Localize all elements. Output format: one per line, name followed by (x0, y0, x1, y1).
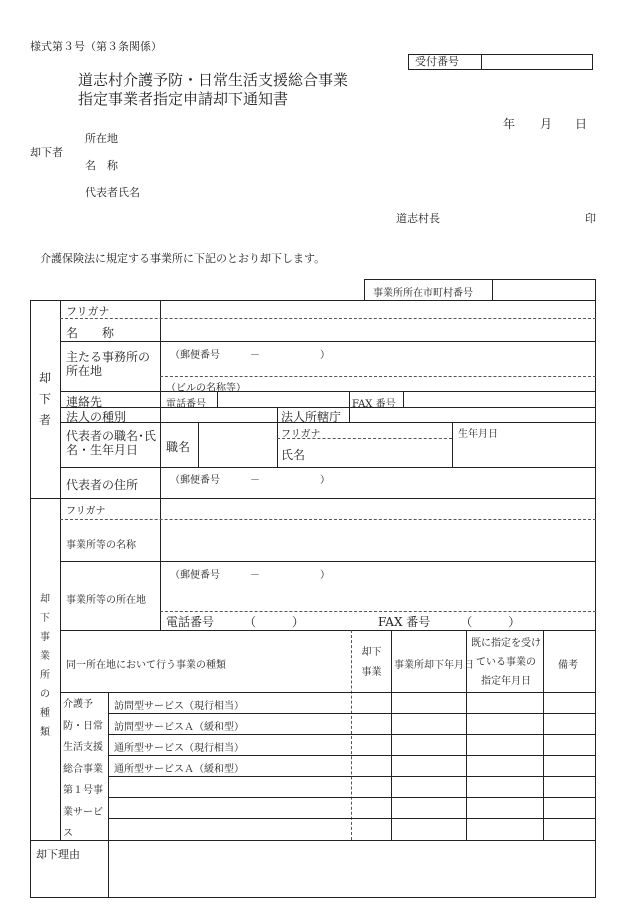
rep-address-label: 代表者の住所 (66, 478, 139, 492)
office-fax-label: FAX 番号 （ ） (378, 615, 521, 629)
birth-date-label: 生年月日 (458, 429, 498, 440)
office-location-label: 事業所等の所在地 (66, 595, 146, 606)
header-service-type: 同一所在地において行う事業の種類 (66, 660, 226, 671)
applicant-fax-label: FAX 番号 (352, 399, 396, 410)
office-name-label: 事業所等の名称 (66, 540, 136, 551)
position-label: 職名 (166, 440, 191, 454)
rep-name-label: 氏名 (281, 448, 306, 462)
service-row: 訪問型サービス（現行相当） (114, 701, 244, 712)
main-office-postal: （郵便番号 － ） (170, 350, 330, 361)
issuer-name: 道志村長 (396, 212, 440, 225)
office-side-label: 却 下 事 業 所 の 種 類 (40, 594, 50, 738)
rep-address-postal: （郵便番号 － ） (170, 475, 330, 486)
seal-mark: 印 (585, 212, 596, 225)
header-reject-date: 事業所却下年月日 (394, 660, 474, 671)
title-line1: 道志村介護予防・日常生活支援総合事業 (78, 71, 349, 89)
header-designated-date: 既に指定を受け ている事業の 指定年月日 (471, 638, 541, 687)
rejection-reason-label: 却下理由 (36, 848, 80, 861)
contact-label: 連絡先 (66, 395, 103, 409)
service-category-label: 介護予 防・日常 生活支援 総合事業 第１号事 業サービ ス (63, 699, 103, 839)
corp-type-label: 法人の種別 (66, 410, 127, 424)
recipient-label: 却下者 (30, 146, 63, 159)
building-name: （ビルの名称等） (166, 383, 246, 394)
receipt-number-label: 受付番号 (415, 55, 459, 68)
applicant-side-label: 却 下 者 (38, 371, 51, 427)
office-phone-label: 電話番号 （ ） (166, 615, 305, 629)
rep-furigana-label: フリガナ (281, 429, 321, 440)
corp-authority-label: 法人所轄庁 (281, 410, 342, 424)
applicant-phone-label: 電話番号 (166, 399, 206, 410)
title-line2: 指定事業者指定申請却下通知書 (78, 90, 289, 108)
applicant-name: 名 称 (66, 326, 115, 340)
rep-info-label: 代表者の職名･氏 名・生年月日 (66, 429, 157, 457)
service-row: 訪問型サービスＡ（緩和型） (114, 722, 244, 733)
service-row: 通所型サービスＡ（緩和型） (114, 764, 244, 775)
date-year: 年 (503, 117, 516, 131)
recipient-rep-label: 代表者氏名 (85, 186, 140, 199)
intro-text: 介護保険法に規定する事業所に下記のとおり却下します。 (40, 252, 326, 265)
header-notes: 備考 (558, 660, 578, 671)
date-month: 月 (540, 117, 553, 131)
main-office-label: 主たる事務所の 所在地 (66, 350, 151, 378)
applicant-furigana: フリガナ (66, 305, 110, 318)
recipient-name-label: 名 称 (85, 159, 118, 172)
municipality-number-label: 事業所所在市町村番号 (373, 288, 473, 299)
recipient-address-label: 所在地 (85, 132, 118, 145)
office-furigana: フリガナ (66, 506, 106, 517)
form-number: 様式第３号（第３条関係） (30, 40, 162, 53)
date-day: 日 (575, 117, 588, 131)
office-postal: （郵便番号 － ） (170, 570, 330, 581)
header-rejected: 却下 事業 (361, 647, 382, 678)
receipt-number-box (408, 54, 593, 70)
service-row: 通所型サービス（現行相当） (114, 743, 244, 754)
municipality-number-box (364, 279, 596, 301)
